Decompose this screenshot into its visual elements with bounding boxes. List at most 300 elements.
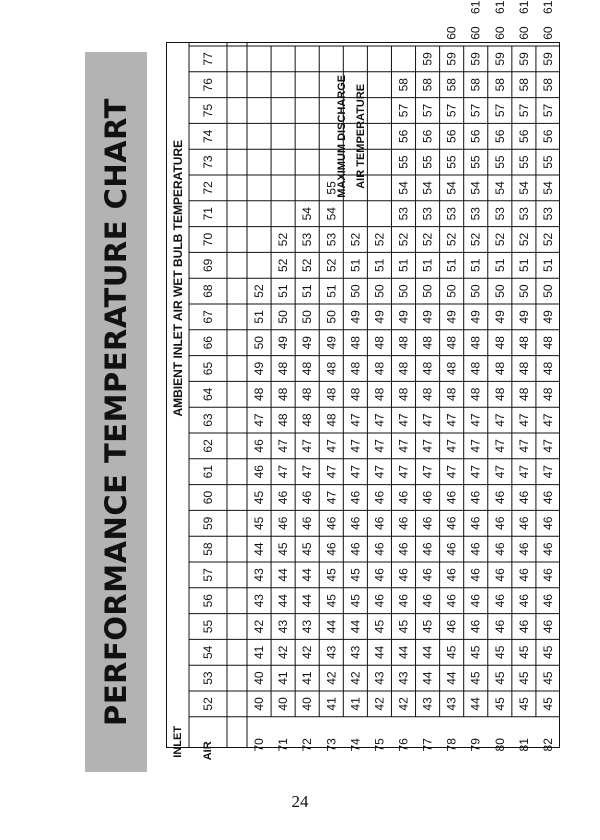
discharge-temp-cell: 46 [324, 516, 339, 530]
discharge-temp-cell: 48 [444, 336, 459, 350]
discharge-temp-cell: 44 [444, 671, 459, 685]
discharge-temp-cell: 46 [444, 568, 459, 582]
discharge-temp-cell: 54 [396, 181, 411, 195]
discharge-temp-cell: 58 [396, 78, 411, 92]
discharge-temp-cell: 45 [492, 671, 507, 685]
wet-bulb-label: 75 [201, 103, 215, 118]
discharge-temp-cell: 50 [492, 284, 507, 298]
discharge-temp-cell: 49 [300, 336, 315, 350]
discharge-temp-cell: 50 [324, 310, 339, 324]
discharge-temp-cell: 57 [468, 103, 483, 118]
discharge-temp-cell: 61 [492, 0, 507, 14]
discharge-temp-cell: 61 [468, 0, 483, 14]
discharge-temp-cell: 47 [420, 439, 435, 453]
discharge-temp-cell: 44 [252, 542, 267, 556]
discharge-temp-cell: 53 [324, 232, 339, 247]
discharge-temp-cell: 46 [468, 542, 483, 556]
discharge-temp-cell: 49 [540, 310, 555, 324]
discharge-temp-cell: 48 [324, 387, 339, 401]
discharge-temp-cell: 48 [252, 387, 267, 401]
discharge-temp-cell: 47 [468, 413, 483, 427]
discharge-temp-cell: 44 [300, 594, 315, 608]
discharge-temp-cell: 42 [396, 697, 411, 711]
discharge-temp-cell: 49 [252, 361, 267, 376]
discharge-temp-cell: 48 [276, 361, 291, 376]
discharge-temp-cell: 47 [348, 413, 363, 427]
discharge-temp-cell: 58 [516, 78, 531, 92]
discharge-temp-cell: 45 [468, 645, 483, 659]
discharge-temp-cell: 54 [516, 181, 531, 195]
discharge-temp-cell: 47 [492, 439, 507, 453]
discharge-temp-cell: 56 [444, 129, 459, 143]
discharge-temp-cell: 47 [300, 465, 315, 479]
inlet-temp-label: 81 [516, 738, 531, 752]
discharge-temp-cell: 43 [348, 645, 363, 659]
discharge-temp-cell: 48 [372, 361, 387, 376]
discharge-temp-cell: 45 [516, 697, 531, 711]
discharge-temp-cell: 56 [420, 129, 435, 143]
inlet-temp-label: 74 [348, 738, 363, 752]
discharge-temp-cell: 46 [540, 542, 555, 556]
discharge-temp-cell: 42 [348, 671, 363, 685]
inlet-temp-label: 79 [468, 738, 483, 752]
discharge-temp-cell: 54 [468, 181, 483, 195]
discharge-temp-cell: 51 [492, 258, 507, 272]
discharge-temp-cell: 46 [396, 516, 411, 530]
discharge-temp-cell: 50 [300, 310, 315, 324]
discharge-temp-cell: 58 [420, 78, 435, 92]
discharge-temp-cell: 52 [444, 232, 459, 247]
discharge-temp-cell: 44 [348, 619, 363, 634]
discharge-temp-cell: 52 [276, 232, 291, 247]
inlet-temp-label: 80 [492, 738, 507, 752]
discharge-temp-cell: 45 [396, 619, 411, 634]
discharge-temp-cell: 45 [372, 619, 387, 634]
discharge-temp-cell: 55 [540, 155, 555, 169]
discharge-temp-cell: 46 [444, 516, 459, 530]
discharge-temp-cell: 55 [324, 181, 339, 195]
discharge-temp-cell: 54 [324, 207, 339, 221]
discharge-temp-cell: 46 [444, 542, 459, 556]
discharge-temp-cell: 48 [492, 361, 507, 376]
discharge-temp-cell: 49 [324, 336, 339, 350]
discharge-temp-cell: 56 [492, 129, 507, 143]
discharge-temp-cell: 47 [396, 439, 411, 453]
discharge-temp-cell: 49 [348, 310, 363, 324]
discharge-temp-cell: 46 [540, 568, 555, 582]
discharge-temp-cell: 55 [396, 155, 411, 169]
discharge-temp-cell: 44 [276, 568, 291, 582]
discharge-temp-cell: 41 [276, 671, 291, 685]
discharge-temp-cell: 45 [252, 516, 267, 530]
wet-bulb-label: 76 [201, 78, 215, 92]
discharge-temp-cell: 46 [372, 594, 387, 608]
discharge-temp-cell: 43 [252, 594, 267, 608]
discharge-temp-cell: 46 [516, 542, 531, 556]
discharge-temp-cell: 51 [372, 258, 387, 272]
discharge-temp-cell: 45 [324, 594, 339, 608]
discharge-temp-cell: 43 [372, 671, 387, 685]
discharge-temp-cell: 45 [324, 568, 339, 582]
discharge-temp-cell: 48 [492, 336, 507, 350]
discharge-temp-cell: 46 [300, 490, 315, 505]
discharge-temp-cell: 54 [540, 181, 555, 195]
discharge-temp-cell: 42 [252, 619, 267, 634]
discharge-temp-cell: 57 [516, 103, 531, 118]
inlet-temp-label: 77 [420, 738, 435, 752]
inlet-temp-label: 75 [372, 738, 387, 752]
discharge-temp-cell: 49 [468, 310, 483, 324]
discharge-temp-cell: 52 [324, 258, 339, 272]
discharge-temp-cell: 47 [444, 439, 459, 453]
discharge-temp-cell: 46 [372, 516, 387, 530]
discharge-temp-cell: 52 [492, 232, 507, 247]
discharge-temp-cell: 53 [396, 207, 411, 221]
discharge-temp-cell: 49 [420, 310, 435, 324]
discharge-temp-cell: 47 [396, 465, 411, 479]
discharge-temp-cell: 42 [324, 671, 339, 685]
discharge-temp-cell: 45 [468, 671, 483, 685]
inlet-temp-label: 76 [396, 738, 411, 752]
discharge-temp-cell: 48 [276, 413, 291, 427]
discharge-temp-cell: 53 [540, 207, 555, 221]
discharge-temp-cell: 57 [540, 103, 555, 118]
discharge-temp-cell: 48 [348, 336, 363, 350]
discharge-temp-cell: 52 [396, 232, 411, 247]
discharge-temp-cell: 48 [516, 361, 531, 376]
discharge-temp-cell: 57 [420, 103, 435, 118]
discharge-temp-cell: 48 [348, 361, 363, 376]
discharge-temp-cell: 52 [516, 232, 531, 247]
discharge-temp-cell: 46 [396, 542, 411, 556]
discharge-temp-cell: 47 [492, 465, 507, 479]
discharge-temp-cell: 48 [516, 336, 531, 350]
inlet-temp-label: 78 [444, 738, 459, 752]
discharge-temp-cell: 59 [540, 52, 555, 66]
discharge-temp-cell: 47 [324, 465, 339, 479]
discharge-temp-cell: 59 [468, 52, 483, 66]
wet-bulb-label: 69 [201, 258, 215, 272]
wet-bulb-label: 60 [201, 490, 215, 505]
discharge-temp-cell: 51 [540, 258, 555, 272]
discharge-temp-cell: 58 [444, 78, 459, 92]
discharge-temp-cell: 59 [420, 52, 435, 66]
discharge-temp-cell: 48 [468, 336, 483, 350]
discharge-temp-cell: 46 [444, 619, 459, 634]
discharge-temp-cell: 53 [468, 207, 483, 221]
discharge-temp-cell: 42 [300, 645, 315, 659]
discharge-temp-cell: 58 [468, 78, 483, 92]
discharge-temp-cell: 60 [540, 26, 555, 40]
discharge-temp-cell: 44 [324, 619, 339, 634]
discharge-temp-cell: 46 [516, 619, 531, 634]
wet-bulb-label: 53 [201, 671, 215, 685]
discharge-temp-cell: 41 [348, 697, 363, 711]
wet-bulb-label: 56 [201, 594, 215, 608]
discharge-temp-cell: 48 [372, 387, 387, 401]
discharge-temp-cell: 46 [348, 490, 363, 505]
discharge-temp-cell: 46 [420, 542, 435, 556]
discharge-temp-cell: 47 [276, 439, 291, 453]
discharge-temp-cell: 47 [348, 465, 363, 479]
discharge-temp-cell: 45 [348, 594, 363, 608]
discharge-temp-cell: 46 [540, 619, 555, 634]
discharge-temp-cell: 54 [420, 181, 435, 195]
discharge-temp-cell: 44 [420, 645, 435, 659]
discharge-temp-cell: 60 [444, 26, 459, 40]
discharge-temp-cell: 43 [396, 671, 411, 685]
discharge-temp-cell: 47 [540, 413, 555, 427]
discharge-temp-cell: 50 [348, 284, 363, 298]
discharge-temp-cell: 47 [372, 465, 387, 479]
discharge-temp-cell: 52 [252, 284, 267, 298]
discharge-temp-cell: 46 [420, 594, 435, 608]
discharge-temp-cell: 47 [276, 465, 291, 479]
discharge-temp-cell: 55 [420, 155, 435, 169]
discharge-temp-cell: 45 [540, 697, 555, 711]
discharge-temp-cell: 51 [276, 284, 291, 298]
discharge-temp-cell: 40 [252, 671, 267, 685]
discharge-temp-cell: 48 [324, 361, 339, 376]
discharge-temp-cell: 44 [420, 671, 435, 685]
discharge-temp-cell: 46 [540, 490, 555, 505]
discharge-temp-cell: 44 [276, 594, 291, 608]
inlet-temp-label: 82 [540, 738, 555, 752]
discharge-temp-cell: 56 [468, 129, 483, 143]
discharge-temp-cell: 48 [372, 336, 387, 350]
discharge-temp-cell: 48 [444, 361, 459, 376]
discharge-temp-cell: 51 [420, 258, 435, 272]
wet-bulb-label: 55 [201, 619, 215, 634]
discharge-temp-cell: 47 [540, 465, 555, 479]
discharge-temp-cell: 55 [444, 155, 459, 169]
discharge-temp-cell: 55 [516, 155, 531, 169]
discharge-temp-cell: 41 [300, 671, 315, 685]
wet-bulb-label: 71 [201, 207, 215, 221]
discharge-temp-cell: 48 [396, 387, 411, 401]
discharge-temp-cell: 48 [420, 387, 435, 401]
discharge-temp-cell: 49 [396, 310, 411, 324]
wet-bulb-label: 59 [201, 516, 215, 530]
discharge-temp-cell: 57 [444, 103, 459, 118]
discharge-temp-cell: 50 [468, 284, 483, 298]
discharge-temp-cell: 51 [444, 258, 459, 272]
discharge-temp-cell: 45 [252, 490, 267, 505]
discharge-temp-cell: 60 [468, 26, 483, 40]
discharge-temp-cell: 51 [516, 258, 531, 272]
ambient-wet-bulb-title: AMBIENT INLET AIR WET BULB TEMPERATURE [171, 139, 185, 417]
discharge-temp-cell: 47 [348, 439, 363, 453]
discharge-temp-cell: 46 [348, 516, 363, 530]
discharge-temp-cell: 47 [420, 413, 435, 427]
discharge-temp-cell: 52 [300, 258, 315, 272]
discharge-temp-cell: 46 [444, 594, 459, 608]
discharge-temp-cell: 48 [492, 387, 507, 401]
discharge-temp-cell: 53 [300, 232, 315, 247]
discharge-temp-cell: 50 [252, 336, 267, 350]
discharge-temp-cell: 46 [372, 568, 387, 582]
discharge-temp-cell: 46 [420, 516, 435, 530]
wet-bulb-label: 74 [201, 129, 215, 143]
discharge-temp-cell: 51 [396, 258, 411, 272]
discharge-temp-cell: 46 [300, 516, 315, 530]
discharge-temp-cell: 60 [516, 26, 531, 40]
discharge-temp-cell: 47 [540, 439, 555, 453]
discharge-temp-cell: 46 [372, 542, 387, 556]
discharge-temp-cell: 47 [516, 465, 531, 479]
discharge-temp-cell: 48 [396, 361, 411, 376]
discharge-temp-cell: 43 [444, 697, 459, 711]
discharge-temp-cell: 49 [372, 310, 387, 324]
discharge-temp-cell: 42 [372, 697, 387, 711]
discharge-temp-cell: 45 [276, 542, 291, 556]
discharge-temp-cell: 45 [540, 645, 555, 659]
discharge-temp-cell: 46 [516, 490, 531, 505]
discharge-temp-cell: 50 [396, 284, 411, 298]
discharge-temp-cell: 46 [492, 516, 507, 530]
wet-bulb-label: 63 [201, 413, 215, 427]
discharge-temp-cell: 46 [540, 594, 555, 608]
discharge-temp-cell: 45 [516, 671, 531, 685]
discharge-temp-cell: 61 [516, 0, 531, 14]
discharge-temp-cell: 41 [324, 697, 339, 711]
discharge-temp-cell: 51 [348, 258, 363, 272]
discharge-temp-cell: 45 [348, 568, 363, 582]
discharge-temp-cell: 46 [492, 490, 507, 505]
wet-bulb-label: 65 [201, 361, 215, 376]
discharge-temp-cell: 46 [348, 542, 363, 556]
discharge-temp-cell: 48 [300, 387, 315, 401]
discharge-temp-cell: 40 [276, 697, 291, 711]
performance-chart-table [166, 0, 560, 761]
discharge-temp-cell: 46 [396, 490, 411, 505]
discharge-temp-cell: 43 [276, 619, 291, 634]
wet-bulb-label: 52 [201, 697, 215, 711]
chart-title: PERFORMANCE TEMPERATURE CHART [99, 98, 133, 726]
discharge-temp-cell: 56 [516, 129, 531, 143]
discharge-temp-cell: 45 [516, 645, 531, 659]
discharge-temp-cell: 44 [372, 645, 387, 659]
discharge-temp-cell: 59 [516, 52, 531, 66]
wet-bulb-label: 58 [201, 542, 215, 556]
discharge-temp-cell: 50 [276, 310, 291, 324]
discharge-temp-cell: 47 [492, 413, 507, 427]
discharge-temp-cell: 48 [420, 336, 435, 350]
inlet-temp-label: 70 [252, 738, 267, 752]
discharge-temp-cell: 48 [420, 361, 435, 376]
discharge-temp-cell: 47 [516, 413, 531, 427]
discharge-temp-cell: 45 [444, 645, 459, 659]
discharge-temp-cell: 44 [468, 697, 483, 711]
discharge-temp-cell: 49 [492, 310, 507, 324]
wet-bulb-label: 77 [201, 52, 215, 66]
discharge-temp-cell: 51 [468, 258, 483, 272]
discharge-temp-cell: 46 [468, 619, 483, 634]
discharge-temp-cell: 46 [468, 568, 483, 582]
inlet-temp-label: 71 [276, 738, 291, 752]
discharge-temp-cell: 52 [276, 258, 291, 272]
wet-bulb-label: 54 [201, 645, 215, 659]
discharge-temp-cell: 47 [252, 413, 267, 427]
discharge-temp-cell: 46 [492, 594, 507, 608]
discharge-temp-cell: 56 [540, 129, 555, 143]
wet-bulb-label: 70 [201, 232, 215, 247]
discharge-temp-cell: 58 [540, 78, 555, 92]
discharge-temp-cell: 48 [468, 361, 483, 376]
discharge-temp-cell: 53 [444, 207, 459, 221]
wet-bulb-label: 66 [201, 336, 215, 350]
discharge-temp-cell: 48 [540, 387, 555, 401]
discharge-temp-cell: 48 [348, 387, 363, 401]
max-discharge-note: AIR TEMPERATURE [355, 83, 367, 189]
discharge-temp-cell: 47 [324, 439, 339, 453]
discharge-temp-cell: 46 [444, 490, 459, 505]
discharge-temp-cell: 48 [324, 413, 339, 427]
discharge-temp-cell: 48 [468, 387, 483, 401]
discharge-temp-cell: 47 [372, 439, 387, 453]
wet-bulb-label: 62 [201, 439, 215, 453]
discharge-temp-cell: 47 [444, 413, 459, 427]
discharge-temp-cell: 59 [492, 52, 507, 66]
discharge-temp-cell: 47 [444, 465, 459, 479]
wet-bulb-label: 57 [201, 568, 215, 582]
discharge-temp-cell: 50 [372, 284, 387, 298]
discharge-temp-cell: 46 [492, 568, 507, 582]
discharge-temp-cell: 46 [516, 516, 531, 530]
discharge-temp-cell: 48 [300, 413, 315, 427]
discharge-temp-cell: 46 [492, 542, 507, 556]
discharge-temp-cell: 40 [252, 697, 267, 711]
discharge-temp-cell: 57 [396, 103, 411, 118]
discharge-temp-cell: 41 [252, 645, 267, 659]
discharge-temp-cell: 46 [396, 594, 411, 608]
discharge-temp-cell: 51 [300, 284, 315, 298]
discharge-temp-cell: 43 [300, 619, 315, 634]
discharge-temp-cell: 47 [396, 413, 411, 427]
inlet-temp-label: 72 [300, 738, 315, 752]
inlet-temp-label: 73 [324, 738, 339, 752]
discharge-temp-cell: 46 [516, 594, 531, 608]
discharge-temp-cell: 52 [420, 232, 435, 247]
discharge-temp-cell: 46 [420, 568, 435, 582]
discharge-temp-cell: 48 [444, 387, 459, 401]
discharge-temp-cell: 44 [300, 568, 315, 582]
discharge-temp-cell: 46 [396, 568, 411, 582]
discharge-temp-cell: 49 [444, 310, 459, 324]
page-number: 24 [291, 792, 309, 811]
discharge-temp-cell: 46 [468, 516, 483, 530]
discharge-temp-cell: 48 [396, 336, 411, 350]
discharge-temp-cell: 46 [252, 465, 267, 479]
discharge-temp-cell: 45 [300, 542, 315, 556]
discharge-temp-cell: 45 [540, 671, 555, 685]
wet-bulb-label: 61 [201, 465, 215, 479]
discharge-temp-cell: 48 [540, 361, 555, 376]
discharge-temp-cell: 52 [372, 232, 387, 247]
discharge-temp-cell: 42 [276, 645, 291, 659]
discharge-temp-cell: 55 [468, 155, 483, 169]
wet-bulb-label: 68 [201, 284, 215, 298]
discharge-temp-cell: 46 [372, 490, 387, 505]
discharge-temp-cell: 48 [276, 387, 291, 401]
discharge-temp-cell: 43 [252, 568, 267, 582]
discharge-temp-cell: 52 [468, 232, 483, 247]
discharge-temp-cell: 61 [540, 0, 555, 14]
discharge-temp-cell: 53 [420, 207, 435, 221]
discharge-temp-cell: 47 [300, 439, 315, 453]
discharge-temp-cell: 48 [300, 361, 315, 376]
discharge-temp-cell: 43 [420, 697, 435, 711]
